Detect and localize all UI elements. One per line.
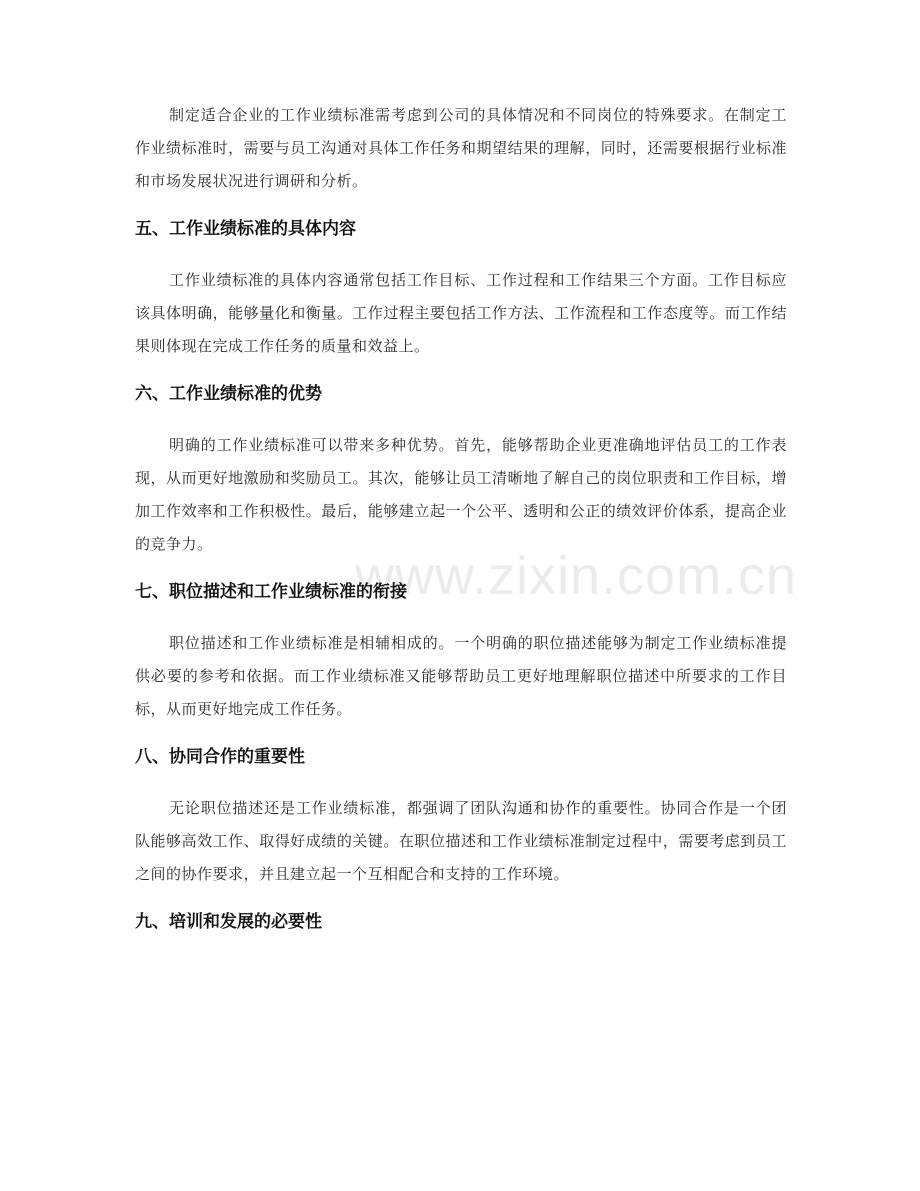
document-body xyxy=(135,99,787,957)
paragraph-intro: 制定适合企业的工作业绩标准需考虑到公司的具体情况和不同岗位的特殊要求。在制定工作业绩标准时，需要与员工沟通对具体工作任务和期望结果的理解，同时，还需要根据行业标准和市场发展状况进行调研和分析。 xyxy=(135,106,787,190)
paragraph-section-7: 职位描述和工作业绩标准是相辅相成的。一个明确的职位描述能够为制定工作业绩标准提供必要的参考和依据。而工作业绩标准又能够帮助员工更好地理解职位描述中所要求的工作目标，从而更好地完成工作任务。 xyxy=(135,634,787,718)
paragraph-section-8: 无论职位描述还是工作业绩标准，都强调了团队沟通和协作的重要性。协同合作是一个团队能够高效工作、取得好成绩的关键。在职位描述和工作业绩标准制定过程中，需要考虑到员工之间的协作要求，并且建立起一个互相配合和支持的工作环境。 xyxy=(135,799,787,883)
section-heading-6: 六、工作业绩标准的优势 xyxy=(135,384,322,404)
paragraph-section-6: 明确的工作业绩标准可以带来多种优势。首先，能够帮助企业更准确地评估员工的工作表现，从而更好地激励和奖励员工。其次，能够让员工清晰地了解自己的岗位职责和工作目标，增加工作效率和工作积极性。最后，能够建立起一个公平、透明和公正的绩效评价体系，提高企业的竞争力。 xyxy=(135,436,787,553)
section-heading-9: 九、培训和发展的必要性 xyxy=(135,912,322,932)
paragraph-section-5: 工作业绩标准的具体内容通常包括工作目标、工作过程和工作结果三个方面。工作目标应该具体明确，能够量化和衡量。工作过程主要包括工作方法、工作流程和工作态度等。而工作结果则体现在完成工作任务的质量和效益上。 xyxy=(135,271,787,355)
section-heading-8: 八、协同合作的重要性 xyxy=(135,747,305,767)
section-heading-5: 五、工作业绩标准的具体内容 xyxy=(135,219,356,239)
section-heading-7: 七、职位描述和工作业绩标准的衔接 xyxy=(135,582,407,602)
watermark: www.zixin.com.cn xyxy=(355,546,798,606)
